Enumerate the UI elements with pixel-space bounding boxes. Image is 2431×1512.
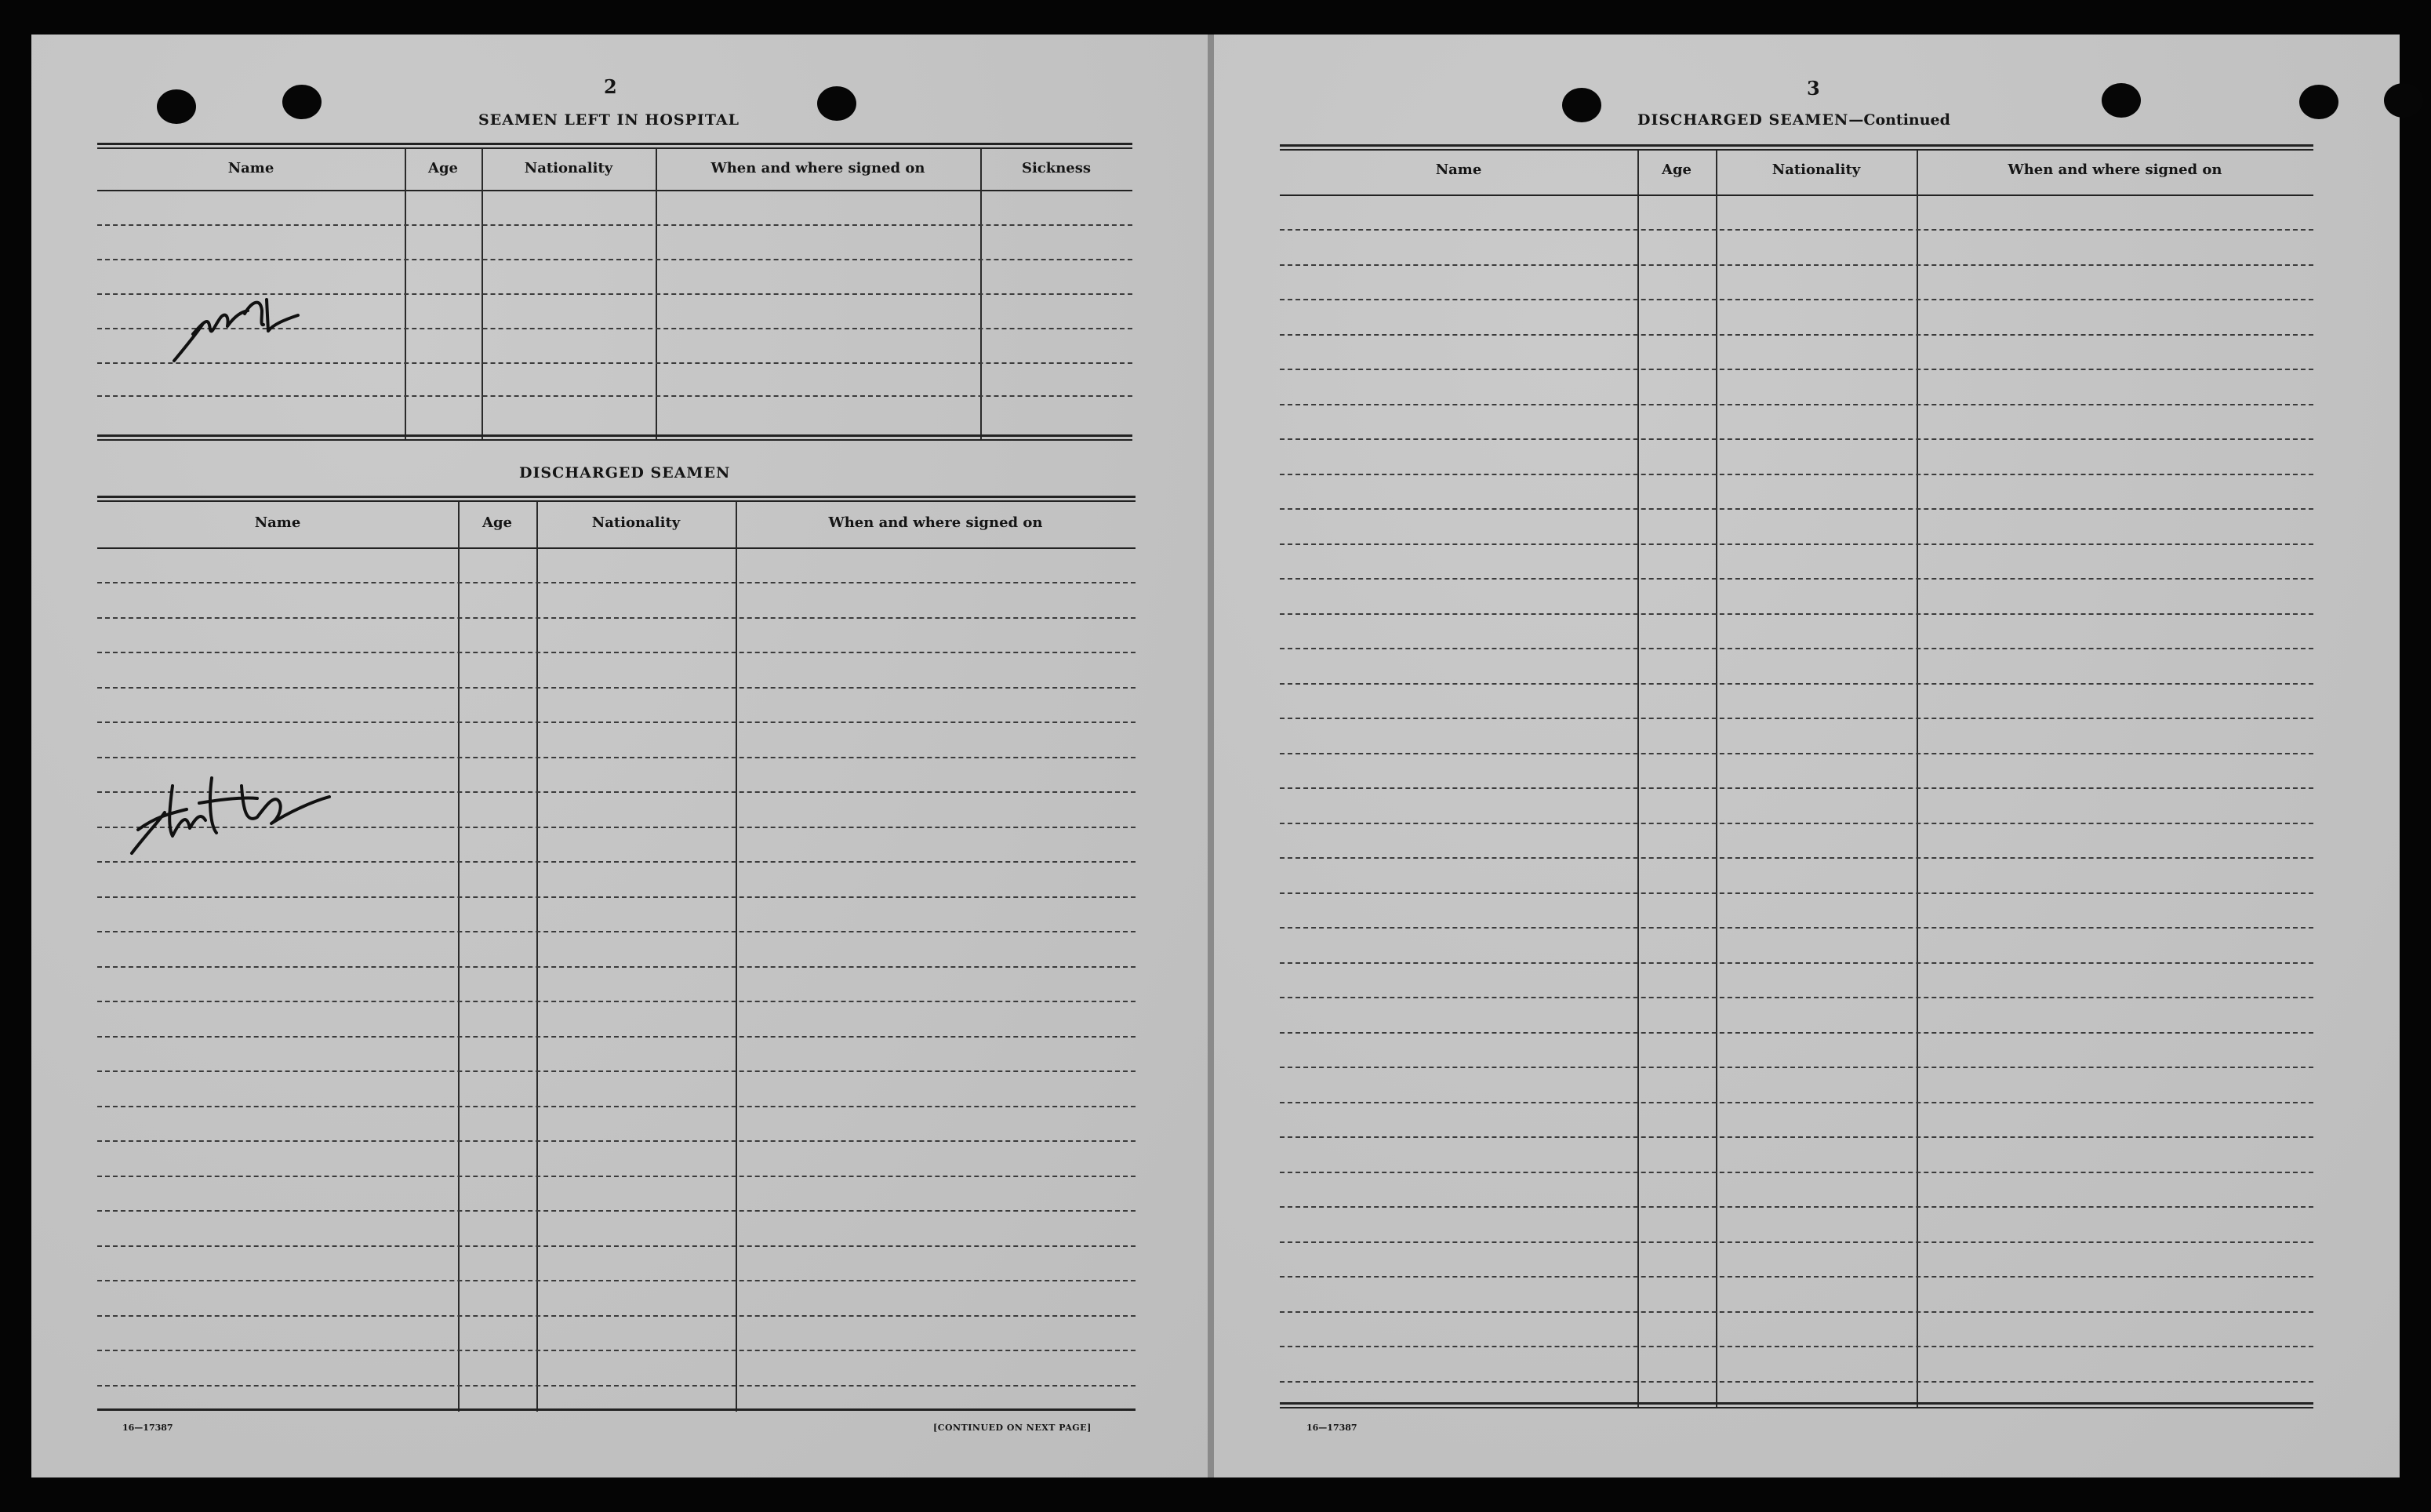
- column-header-nationality: Nationality: [524, 160, 613, 176]
- entry-line: [97, 582, 1136, 583]
- entry-line: [1280, 683, 2313, 685]
- column-header-name: Name: [1435, 162, 1482, 178]
- entry-line: [97, 687, 1136, 689]
- entry-line: [97, 966, 1136, 968]
- entry-line: [1280, 543, 2313, 545]
- column-header-age: Age: [481, 514, 512, 531]
- entry-line: [1280, 1136, 2313, 1138]
- column-header-age: Age: [427, 160, 458, 176]
- entry-line: [97, 721, 1136, 723]
- column-header-sickness: Sickness: [1021, 160, 1092, 176]
- entry-line: [97, 1315, 1136, 1317]
- handwritten-mark-1: [169, 279, 334, 365]
- entry-line: [1280, 962, 2313, 964]
- entry-line: [97, 652, 1136, 653]
- punch-hole: [2299, 85, 2338, 119]
- discharged-continued-table: [1280, 144, 2313, 1412]
- entry-line: [1280, 229, 2313, 231]
- page-number: 3: [1807, 77, 1820, 100]
- column-header-age: Age: [1661, 162, 1692, 178]
- entry-line: [1280, 404, 2313, 405]
- column-header-name: Name: [227, 160, 274, 176]
- column-header-name: Name: [254, 514, 301, 531]
- entry-line: [97, 1280, 1136, 1281]
- entry-line: [1280, 892, 2313, 894]
- entry-line: [1280, 334, 2313, 336]
- entry-line: [1280, 1346, 2313, 1347]
- entry-line: [1280, 369, 2313, 370]
- entry-line: [97, 1070, 1136, 1072]
- punch-hole: [282, 85, 322, 119]
- entry-line: [97, 1036, 1136, 1038]
- discharged-section-title: DISCHARGED SEAMEN: [519, 464, 731, 482]
- entry-line: [97, 1106, 1136, 1107]
- entry-line: [1280, 1102, 2313, 1103]
- punch-hole: [1562, 88, 1601, 122]
- entry-line: [1280, 1206, 2313, 1208]
- entry-line: [97, 1140, 1136, 1142]
- entry-line: [1280, 474, 2313, 475]
- column-header-signed-on: When and where signed on: [2008, 162, 2222, 178]
- entry-line: [97, 617, 1136, 619]
- page-number: 2: [604, 75, 617, 98]
- entry-line: [1280, 508, 2313, 510]
- entry-line: [1280, 1067, 2313, 1068]
- entry-line: [97, 931, 1136, 932]
- entry-line: [97, 1245, 1136, 1247]
- entry-line: [1280, 438, 2313, 440]
- hospital-section-title: SEAMEN LEFT IN HOSPITAL: [478, 111, 739, 129]
- discharged-continued-title: DISCHARGED SEAMEN—Continued: [1637, 111, 1950, 129]
- entry-line: [1280, 1311, 2313, 1313]
- continued-note: [CONTINUED ON NEXT PAGE]: [933, 1423, 1092, 1433]
- entry-line: [1280, 578, 2313, 580]
- entry-line: [1280, 1381, 2313, 1383]
- entry-line: [1280, 927, 2313, 929]
- handwritten-mark-2: [124, 754, 351, 864]
- punch-hole: [2384, 83, 2423, 118]
- discharged-table: [97, 496, 1136, 1412]
- column-header-signed-on: When and where signed on: [710, 160, 925, 176]
- entry-line: [1280, 264, 2313, 266]
- entry-line: [97, 896, 1136, 898]
- punch-hole: [157, 89, 196, 124]
- punch-hole: [817, 86, 856, 121]
- column-header-nationality: Nationality: [1771, 162, 1861, 178]
- entry-line: [1280, 718, 2313, 719]
- entry-line: [97, 1176, 1136, 1177]
- entry-line: [1280, 753, 2313, 754]
- form-number: 16—17387: [122, 1423, 173, 1433]
- page-fold: [1208, 35, 1214, 1477]
- right-page: [1214, 35, 2400, 1477]
- punch-hole: [2102, 83, 2141, 118]
- entry-line: [1280, 997, 2313, 998]
- entry-line: [1280, 787, 2313, 789]
- entry-line: [1280, 648, 2313, 649]
- entry-line: [97, 1385, 1136, 1387]
- entry-line: [97, 1350, 1136, 1351]
- entry-line: [1280, 299, 2313, 300]
- column-header-nationality: Nationality: [591, 514, 681, 531]
- entry-line: [1280, 1276, 2313, 1278]
- entry-line: [1280, 1241, 2313, 1243]
- entry-line: [97, 1210, 1136, 1212]
- entry-line: [1280, 823, 2313, 824]
- entry-line: [97, 1001, 1136, 1002]
- left-page: [31, 35, 1208, 1477]
- entry-line: [1280, 1172, 2313, 1173]
- entry-line: [1280, 857, 2313, 859]
- entry-line: [1280, 613, 2313, 615]
- column-header-signed-on: When and where signed on: [828, 514, 1043, 531]
- form-number: 16—17387: [1306, 1423, 1357, 1433]
- entry-line: [1280, 1032, 2313, 1034]
